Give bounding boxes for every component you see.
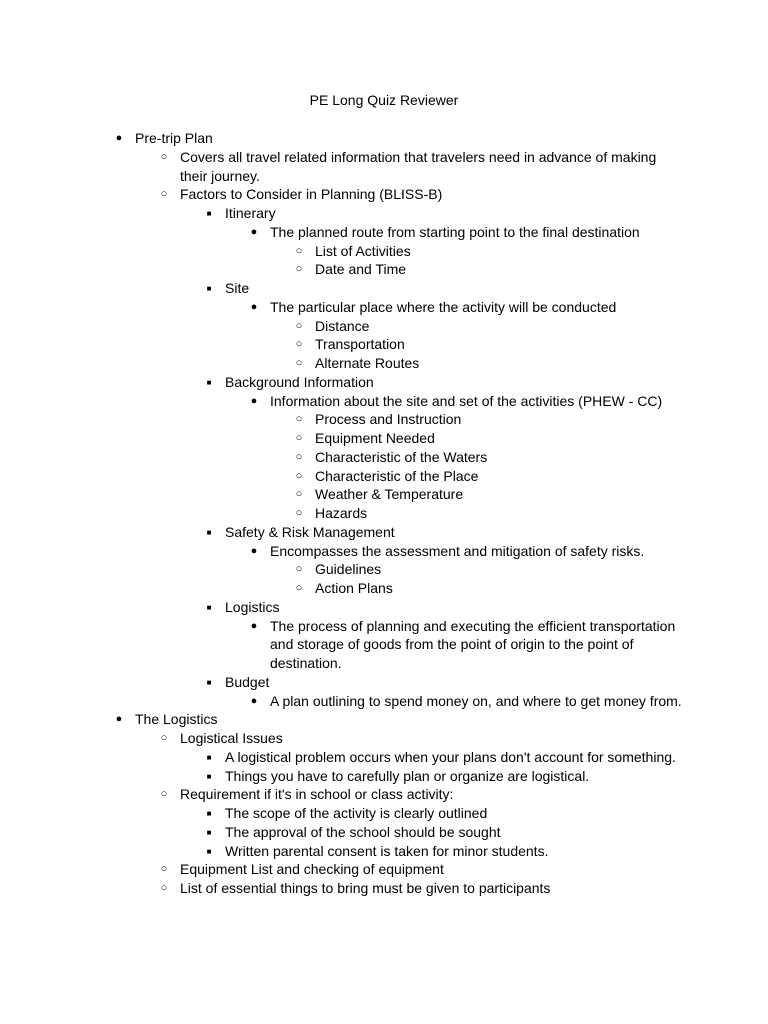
outline-item-text: Characteristic of the Waters: [315, 448, 488, 465]
outline-item-text: Date and Time: [315, 261, 407, 278]
hollow-bullet-icon: ○: [295, 507, 303, 519]
outline-item-text: Covers all travel related information that travelers need in advance of making: [180, 148, 657, 165]
outline-item-text: Distance: [315, 317, 370, 334]
outline-item-text: List of Activities: [315, 242, 411, 259]
hollow-bullet-icon: ○: [295, 582, 303, 594]
outline-item-text: Characteristic of the Place: [315, 467, 479, 484]
hollow-bullet-icon: ●: [250, 394, 258, 407]
outline-item-text: Pre-trip Plan: [135, 130, 213, 146]
outline-item-text: The particular place where the activity will be conducted: [270, 298, 617, 315]
outline-item-text: Hazards: [315, 505, 368, 521]
outline-item-text: Transportation: [315, 336, 405, 353]
outline-item-text: Encompasses the assessment and mitigation of safety risks.: [270, 542, 645, 559]
outline-item-text: A plan outlining to spend money on, and where to get money from.: [270, 692, 682, 709]
outline-item-text: Equipment List and checking of equipment: [180, 861, 444, 878]
outline-item-text: Written parental consent is taken for minor students.: [225, 842, 549, 859]
outline-item-text: Budget: [225, 673, 270, 690]
outline-item-text: their journey.: [180, 167, 260, 184]
hollow-bullet-icon: ○: [160, 882, 168, 894]
square-bullet-icon: ■: [206, 809, 212, 818]
hollow-bullet-icon: ○: [295, 450, 303, 463]
outline-item-text: Site: [225, 280, 250, 296]
outline-item-text: Weather & Temperature: [315, 486, 464, 503]
hollow-bullet-icon: ○: [295, 563, 303, 576]
hollow-bullet-icon: ○: [160, 863, 168, 876]
hollow-bullet-icon: ○: [160, 150, 168, 163]
outline-item-text: Safety & Risk Management: [225, 523, 395, 540]
outline-item-text: Factors to Consider in Planning (BLISS-B): [180, 186, 443, 203]
hollow-bullet-icon: ●: [250, 300, 258, 313]
document-title: PE Long Quiz Reviewer: [309, 92, 459, 108]
outline-item-text: Things you have to carefully plan or organize are logistical.: [225, 767, 590, 784]
hollow-bullet-icon: ○: [295, 469, 303, 482]
square-bullet-icon: ■: [206, 771, 212, 781]
outline-item-text: The process of planning and executing the efficient transportation: [270, 617, 676, 634]
outline-item-text: Background Information: [225, 373, 374, 390]
outline-item-text: Logistical Issues: [180, 730, 283, 746]
hollow-bullet-icon: ○: [295, 263, 303, 276]
hollow-bullet-icon: ●: [250, 225, 258, 238]
hollow-bullet-icon: ●: [250, 694, 258, 707]
hollow-bullet-icon: ●: [250, 619, 258, 632]
outline-item-text: List of essential things to bring must be given to participants: [180, 880, 551, 896]
outline-item-text: Requirement if it's in school or class activity:: [180, 786, 454, 803]
bullet-icon: ●: [115, 132, 123, 144]
outline-item-text: The planned route from starting point to the final destination: [270, 223, 640, 240]
outline-item-text: Itinerary: [225, 205, 276, 221]
square-bullet-icon: ■: [206, 284, 212, 293]
hollow-bullet-icon: ○: [160, 732, 168, 744]
hollow-bullet-icon: ○: [295, 319, 303, 332]
square-bullet-icon: ■: [206, 377, 212, 387]
square-bullet-icon: ■: [206, 527, 212, 537]
square-bullet-icon: ■: [206, 677, 212, 687]
hollow-bullet-icon: ○: [160, 788, 168, 801]
hollow-bullet-icon: ○: [295, 357, 303, 369]
outline-item-text: A logistical problem occurs when your plans don't account for something.: [225, 748, 676, 765]
square-bullet-icon: ■: [206, 846, 212, 856]
hollow-bullet-icon: ●: [250, 544, 258, 557]
square-bullet-icon: ■: [206, 602, 212, 612]
hollow-bullet-icon: ○: [295, 432, 303, 444]
outline-item-text: Guidelines: [315, 561, 382, 578]
outline-item-text: Process and Instruction: [315, 411, 462, 428]
outline-item-text: The scope of the activity is clearly outlined: [225, 805, 488, 821]
hollow-bullet-icon: ○: [160, 188, 168, 201]
square-bullet-icon: ■: [206, 827, 212, 837]
outline-item-text: Alternate Routes: [315, 355, 420, 371]
hollow-bullet-icon: ○: [295, 244, 303, 257]
outline-item-text: Equipment Needed: [315, 430, 435, 446]
square-bullet-icon: ■: [206, 752, 212, 762]
outline-item-text: The Logistics: [135, 711, 218, 728]
hollow-bullet-icon: ○: [295, 488, 303, 501]
square-bullet-icon: ■: [206, 209, 212, 218]
outline-item-text: destination.: [270, 655, 342, 671]
outline-item-text: The approval of the school should be sought: [225, 823, 501, 840]
bullet-icon: ●: [115, 713, 123, 726]
hollow-bullet-icon: ○: [295, 338, 303, 351]
outline-item-text: Action Plans: [315, 580, 393, 596]
outline-item-text: and storage of goods from the point of origin to the point of: [270, 636, 634, 653]
hollow-bullet-icon: ○: [295, 413, 303, 426]
outline-item-text: Logistics: [225, 598, 280, 615]
outline-item-text: Information about the site and set of the activities (PHEW - CC): [270, 392, 663, 409]
